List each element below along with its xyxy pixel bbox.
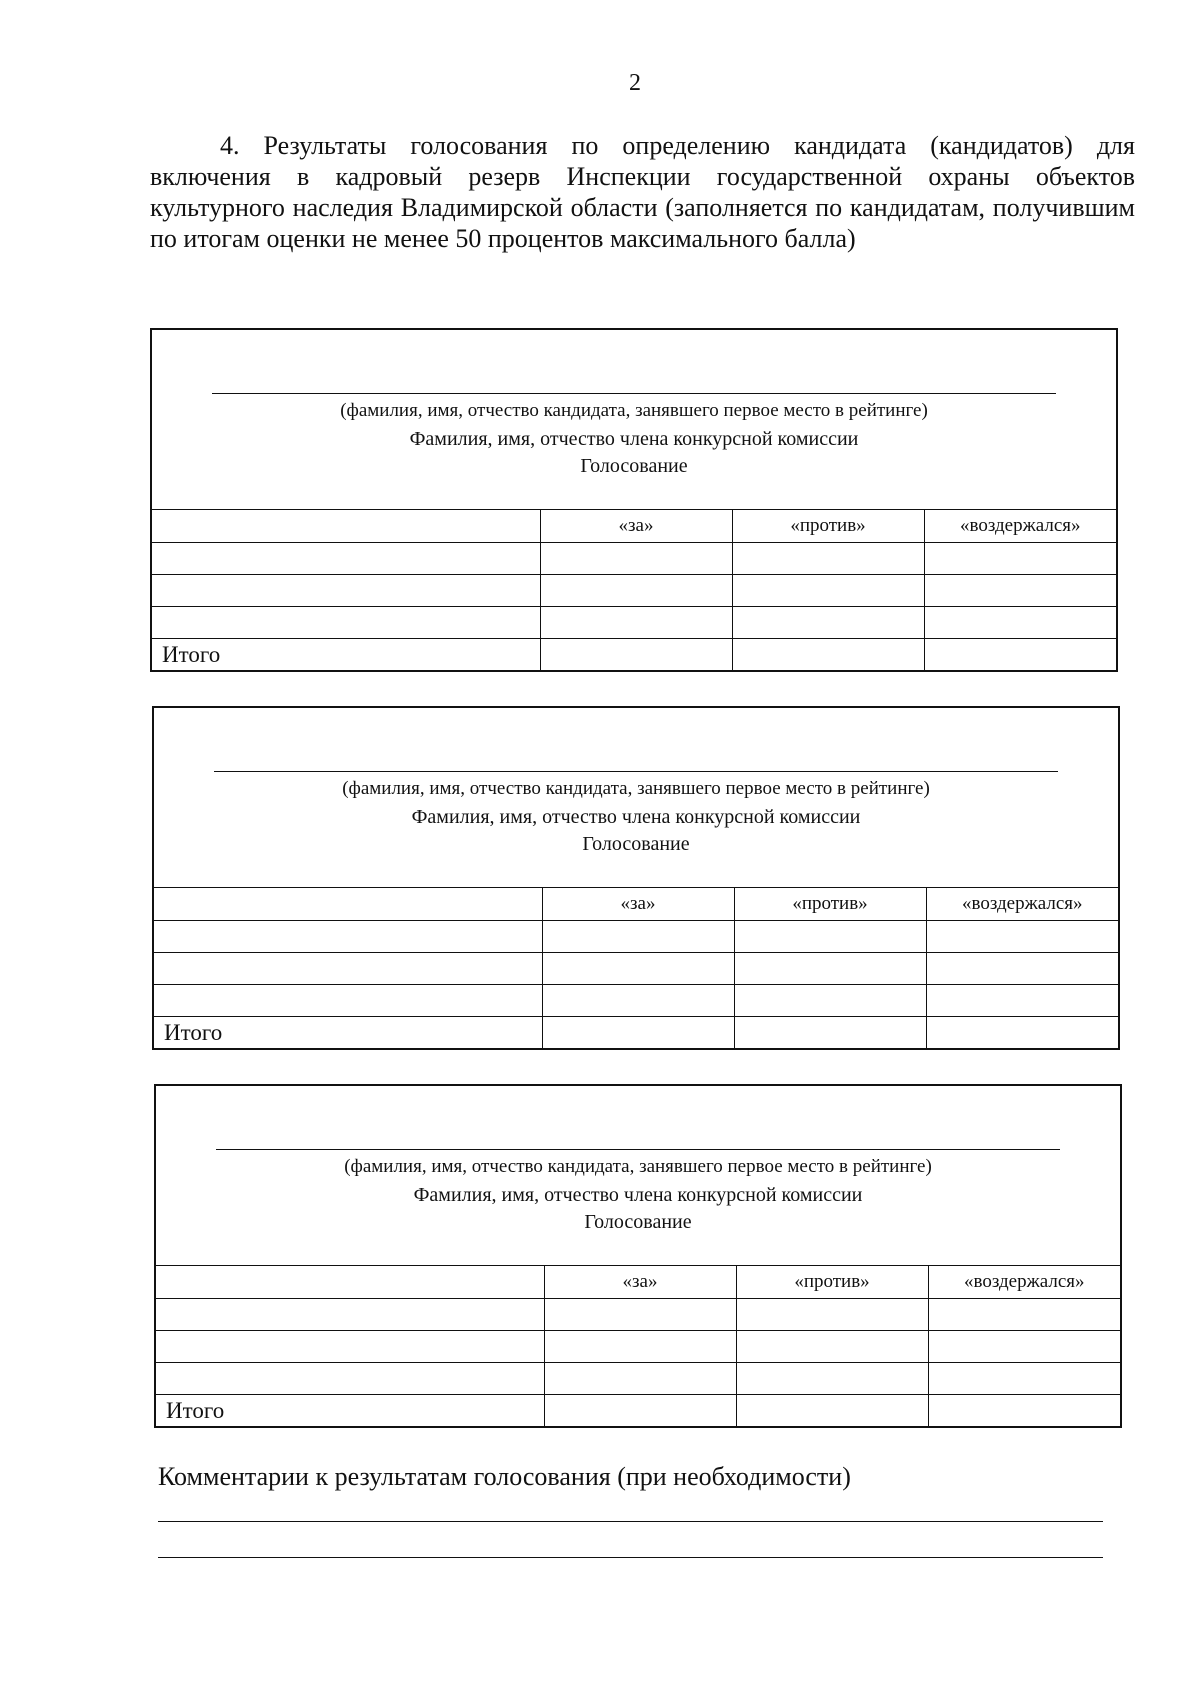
abstained-cell[interactable] <box>926 952 1118 984</box>
member-cell[interactable] <box>156 1362 544 1394</box>
table-row <box>154 952 1118 984</box>
member-cell[interactable] <box>152 574 540 606</box>
for-cell[interactable] <box>544 1330 736 1362</box>
vote-table-header-row <box>152 510 1116 542</box>
table-row <box>156 1362 1120 1394</box>
abstained-cell[interactable] <box>924 606 1116 638</box>
member-cell[interactable] <box>154 952 542 984</box>
vote-table-header-row <box>156 1266 1120 1298</box>
against-cell[interactable] <box>732 606 924 638</box>
table-row <box>152 606 1116 638</box>
total-abstained-cell[interactable] <box>924 638 1116 670</box>
for-cell[interactable] <box>544 1362 736 1394</box>
against-cell[interactable] <box>736 1362 928 1394</box>
candidate-caption: (фамилия, имя, отчество кандидата, занявшего первое место в рейтинге) <box>344 1156 932 1177</box>
column-abstained: «воздержался» <box>924 510 1116 542</box>
column-abstained: «воздержался» <box>926 888 1118 920</box>
abstained-cell[interactable] <box>924 542 1116 574</box>
against-cell[interactable] <box>736 1330 928 1362</box>
against-cell[interactable] <box>734 984 926 1016</box>
comment-line-2[interactable] <box>158 1557 1103 1558</box>
for-cell[interactable] <box>540 574 732 606</box>
column-for: «за» <box>540 510 732 542</box>
column-for: «за» <box>542 888 734 920</box>
for-cell[interactable] <box>544 1298 736 1330</box>
member-cell[interactable] <box>156 1330 544 1362</box>
candidate-name-line[interactable] <box>214 771 1058 772</box>
candidate-name-line[interactable] <box>216 1149 1060 1150</box>
candidate-caption: (фамилия, имя, отчество кандидата, занявшего первое место в рейтинге) <box>340 400 928 421</box>
column-against: «против» <box>732 510 924 542</box>
total-abstained-cell[interactable] <box>928 1394 1120 1426</box>
vote-table-header-row <box>154 888 1118 920</box>
member-header-cell <box>154 888 542 920</box>
vote-table <box>154 888 1118 1048</box>
column-against: «против» <box>734 888 926 920</box>
candidate-name-line[interactable] <box>212 393 1056 394</box>
abstained-cell[interactable] <box>928 1362 1120 1394</box>
vote-block-2 <box>152 706 1120 1050</box>
total-row <box>156 1394 1120 1426</box>
total-against-cell[interactable] <box>736 1394 928 1426</box>
total-row <box>152 638 1116 670</box>
vote-table <box>156 1266 1120 1426</box>
member-caption: Фамилия, имя, отчество члена конкурсной комиссии <box>409 428 859 450</box>
column-against: «против» <box>736 1266 928 1298</box>
voting-caption: Голосование <box>582 833 690 855</box>
comments-label: Комментарии к результатам голосования (при необходимости) <box>158 1462 851 1491</box>
total-against-cell[interactable] <box>734 1016 926 1048</box>
table-row <box>154 984 1118 1016</box>
abstained-cell[interactable] <box>928 1330 1120 1362</box>
section-intro-text: 4. Результаты голосования по определению кандидата (кандидатов) для включения в кадровый резерв Инспекции государственной охраны объектов культурного наследия Владимирской области (заполняется по кандидатам, получившим по итогам оценки не менее 50 процентов максимального балла) <box>150 131 1135 253</box>
abstained-cell[interactable] <box>924 574 1116 606</box>
page-number: 2 <box>629 70 641 96</box>
abstained-cell[interactable] <box>926 920 1118 952</box>
member-header-cell <box>152 510 540 542</box>
vote-block-header <box>154 708 1118 888</box>
abstained-cell[interactable] <box>926 984 1118 1016</box>
member-header-cell <box>156 1266 544 1298</box>
member-cell[interactable] <box>156 1298 544 1330</box>
vote-block-header <box>152 330 1116 510</box>
total-for-cell[interactable] <box>544 1394 736 1426</box>
candidate-caption: (фамилия, имя, отчество кандидата, занявшего первое место в рейтинге) <box>342 778 930 799</box>
against-cell[interactable] <box>734 952 926 984</box>
vote-table <box>152 510 1116 670</box>
member-cell[interactable] <box>152 542 540 574</box>
for-cell[interactable] <box>542 920 734 952</box>
table-row <box>152 574 1116 606</box>
table-row <box>156 1330 1120 1362</box>
table-row <box>152 542 1116 574</box>
voting-caption: Голосование <box>584 1211 692 1233</box>
member-cell[interactable] <box>154 920 542 952</box>
vote-block-3 <box>154 1084 1122 1428</box>
member-cell[interactable] <box>152 606 540 638</box>
column-for: «за» <box>544 1266 736 1298</box>
for-cell[interactable] <box>542 984 734 1016</box>
against-cell[interactable] <box>736 1298 928 1330</box>
total-label: Итого <box>156 1394 544 1426</box>
total-abstained-cell[interactable] <box>926 1016 1118 1048</box>
voting-caption: Голосование <box>580 455 688 477</box>
member-cell[interactable] <box>154 984 542 1016</box>
total-label: Итого <box>152 638 540 670</box>
total-for-cell[interactable] <box>540 638 732 670</box>
table-row <box>154 920 1118 952</box>
total-label: Итого <box>154 1016 542 1048</box>
table-row <box>156 1298 1120 1330</box>
member-caption: Фамилия, имя, отчество члена конкурсной комиссии <box>413 1184 863 1206</box>
against-cell[interactable] <box>734 920 926 952</box>
for-cell[interactable] <box>540 542 732 574</box>
total-against-cell[interactable] <box>732 638 924 670</box>
against-cell[interactable] <box>732 574 924 606</box>
total-for-cell[interactable] <box>542 1016 734 1048</box>
vote-block-header <box>156 1086 1120 1266</box>
comment-line-1[interactable] <box>158 1521 1103 1522</box>
vote-block-1 <box>150 328 1118 672</box>
column-abstained: «воздержался» <box>928 1266 1120 1298</box>
member-caption: Фамилия, имя, отчество члена конкурсной комиссии <box>411 806 861 828</box>
for-cell[interactable] <box>542 952 734 984</box>
for-cell[interactable] <box>540 606 732 638</box>
against-cell[interactable] <box>732 542 924 574</box>
total-row <box>154 1016 1118 1048</box>
abstained-cell[interactable] <box>928 1298 1120 1330</box>
